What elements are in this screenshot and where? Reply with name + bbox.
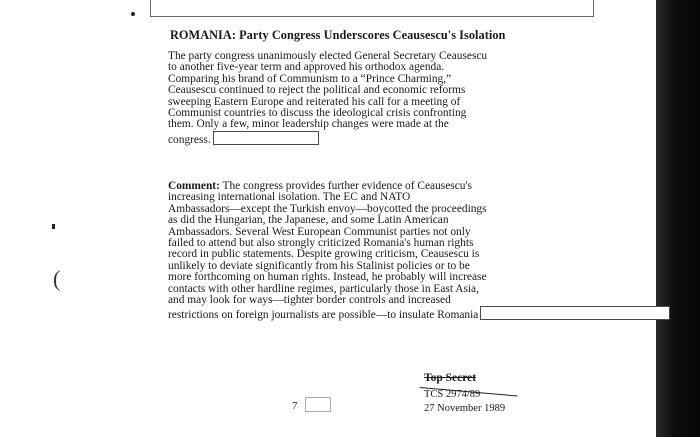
paragraph-line: them. Only a few, minor leadership changes were made at the <box>168 118 449 131</box>
scan-speck <box>131 12 135 16</box>
comment-line: as did the Hungarian, the Japanese, and some Latin American <box>168 214 449 227</box>
margin-bracket-mark: ( <box>53 266 61 291</box>
page-number: 7 <box>292 400 298 412</box>
comment-line-text: restrictions on foreign journalists are possible—to insulate Romania <box>168 309 479 322</box>
document-date: 27 November 1989 <box>424 403 506 414</box>
control-number: TCS 2974/89 <box>424 389 481 400</box>
comment-line: Ambassadors. Several West European Communist parties not only <box>168 225 471 238</box>
paragraph-last-line <box>168 131 568 146</box>
comment-line-text: The congress provides further evidence of Ceausescu's <box>219 180 472 192</box>
paragraph-line: to another five-year term and approved his orthodox agenda. <box>168 61 445 74</box>
margin-tick-mark <box>52 224 55 229</box>
redaction-box <box>213 131 319 145</box>
paragraph-line: Comparing his brand of Communism to a “Prince Charming,” <box>168 72 452 85</box>
scan-edge-shadow <box>656 0 700 437</box>
paragraph-line: The party congress unanimously elected General Secretary Ceausescu <box>168 50 488 62</box>
article-heading: ROMANIA: Party Congress Underscores Ceausescu's Isolation <box>170 28 506 42</box>
comment-line: record in public statements. Despite growing criticism, Ceausescu is <box>168 248 480 261</box>
redaction-box <box>480 306 670 320</box>
comment-line: more forthcoming on human rights. Instead, he probably will increase <box>168 271 487 284</box>
comment-line: contacts with other hardline regimes, particularly those in East Asia, <box>168 282 479 295</box>
comment-line: and may look for ways—tighter border controls and increased <box>168 294 451 307</box>
comment-label: Comment: <box>168 180 220 192</box>
comment-line: increasing international isolation. The EC and NATO <box>168 191 411 204</box>
paragraph-line: Communist countries to discuss the ideological crisis confronting <box>168 107 467 120</box>
redacted-header-box <box>150 0 594 17</box>
paragraph-line: sweeping Eastern Europe and reiterated his call for a meeting of <box>168 95 461 108</box>
paragraph-line-text: congress. <box>168 133 211 146</box>
classification-text: Top Secret <box>424 372 477 384</box>
comment-last-line <box>168 306 568 321</box>
paragraph-line: Ceausescu continued to reject the political and economic reforms <box>168 84 466 97</box>
comment-line: failed to attend but also strongly criticized Romania's human rights <box>168 237 474 250</box>
comment-line: unlikely to deviate significantly from his Stalinist policies or to be <box>168 259 470 272</box>
redaction-box-small <box>305 397 331 412</box>
comment-line: Ambassadors—except the Turkish envoy—boycotted the proceedings <box>168 202 487 215</box>
article-paragraph <box>168 51 568 146</box>
comment-paragraph <box>168 181 568 322</box>
